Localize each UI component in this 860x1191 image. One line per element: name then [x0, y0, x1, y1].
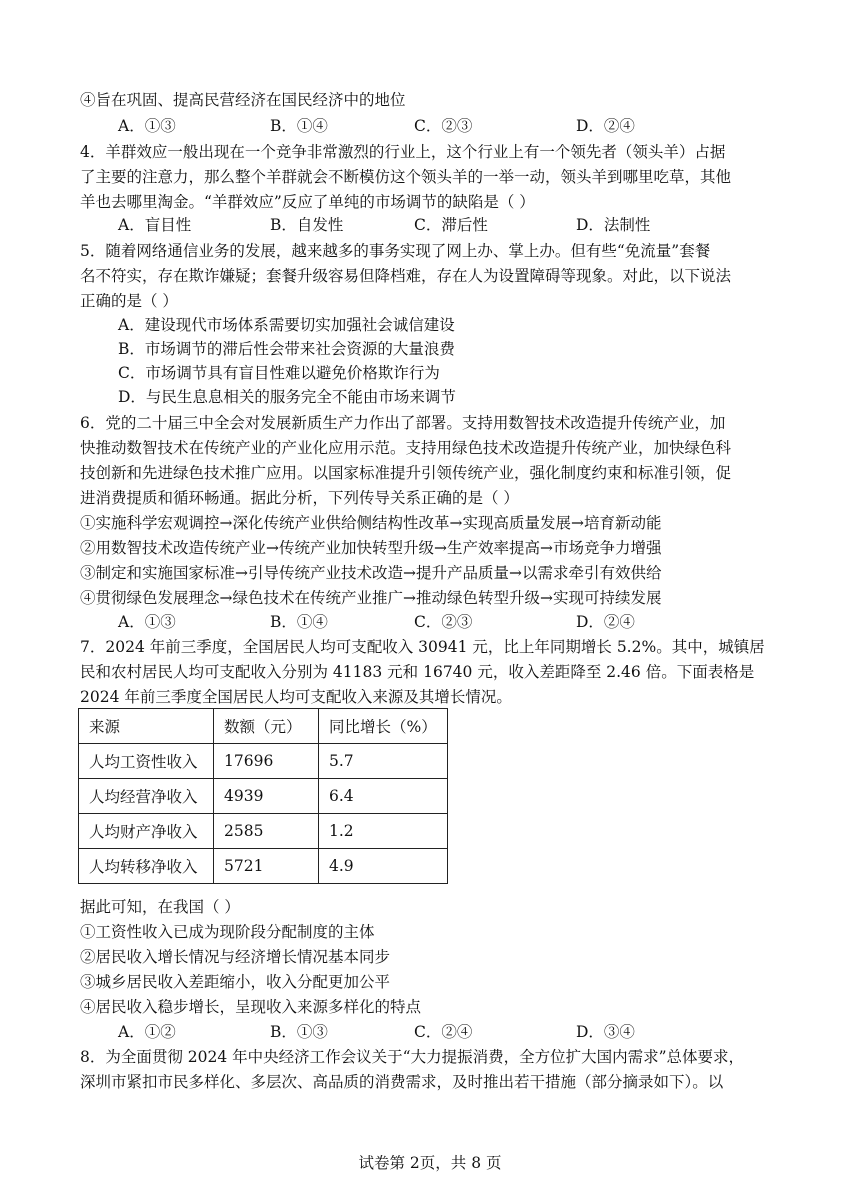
- option-b[interactable]: B．自发性: [270, 216, 344, 234]
- question-5-line-1: 5．随着网络通信业务的发展，越来越多的事务实现了网上办、掌上办。但有些“免流量”套餐: [80, 242, 711, 260]
- question-8-line-1: 8．为全面贯彻 2024 年中央经济工作会议关于“大力提振消费，全方位扩大国内需求”总体要求，: [80, 1048, 745, 1066]
- table-cell: 5.7: [319, 744, 448, 779]
- table-cell: 人均工资性收入: [79, 744, 214, 779]
- column-header: 来源: [79, 709, 214, 744]
- option-b[interactable]: B．①④: [270, 613, 328, 631]
- table-cell: 人均经营净收入: [79, 779, 214, 814]
- question-4-line-1: 4．羊群效应一般出现在一个竞争非常激烈的行业上，这个行业上有一个领先者（领头羊）占据: [80, 143, 726, 161]
- question-7-line-2: 民和农村居民人均可支配收入分别为 41183 元和 16740 元，收入差距降至 2.46 倍。下面表格是: [80, 663, 755, 681]
- question-8-line-2: 深圳市紧扣市民多样化、多层次、高品质的消费需求，及时推出若干措施（部分摘录如下）。以: [80, 1073, 724, 1091]
- option-c[interactable]: C．滞后性: [414, 216, 488, 234]
- column-header: 数额（元）: [214, 709, 319, 744]
- option-d[interactable]: D．与民生息息相关的服务完全不能由市场来调节: [118, 388, 456, 406]
- table-cell: 1.2: [319, 814, 448, 849]
- option-b[interactable]: B．①③: [270, 1023, 328, 1041]
- option-d[interactable]: D．③④: [576, 1023, 635, 1041]
- option-c[interactable]: C．②③: [414, 613, 473, 631]
- statement-2: ②用数智技术改造传统产业→传统产业加快转型升级→生产效率提高→市场竞争力增强: [80, 539, 662, 557]
- statement-3: ③城乡居民收入差距缩小，收入分配更加公平: [80, 973, 391, 991]
- question-6-line-1: 6．党的二十届三中全会对发展新质生产力作出了部署。支持用数智技术改造提升传统产业，加: [80, 414, 726, 432]
- table-cell: 6.4: [319, 779, 448, 814]
- table-row: [79, 744, 448, 779]
- question-7-line-1: 7．2024 年前三季度，全国居民人均可支配收入 30941 元，比上年同期增长 5.2%。其中，城镇居: [80, 638, 765, 656]
- table-row: [79, 779, 448, 814]
- option-a[interactable]: A．①③: [118, 613, 176, 631]
- option-b[interactable]: B．①④: [270, 117, 328, 135]
- table-row: [79, 849, 448, 884]
- statement-2: ②居民收入增长情况与经济增长情况基本同步: [80, 948, 391, 966]
- question-5-line-3: 正确的是（ ）: [80, 292, 178, 310]
- statement-1: ①工资性收入已成为现阶段分配制度的主体: [80, 923, 375, 941]
- question-4-line-2: 了主要的注意力，那么整个羊群就会不断模仿这个领头羊的一举一动，领头羊到哪里吃草，其他: [80, 168, 732, 186]
- table-cell: 17696: [214, 744, 319, 779]
- table-cell: 5721: [214, 849, 319, 884]
- option-a[interactable]: A．①②: [118, 1023, 176, 1041]
- option-a[interactable]: A．盲目性: [118, 216, 192, 234]
- option-b[interactable]: B．市场调节的滞后性会带来社会资源的大量浪费: [118, 340, 455, 358]
- table-cell: 4.9: [319, 849, 448, 884]
- question-7-line-3: 2024 年前三季度全国居民人均可支配收入来源及其增长情况。: [80, 688, 512, 706]
- statement-4: ④居民收入稳步增长，呈现收入来源多样化的特点: [80, 998, 422, 1016]
- question-6-line-2: 快推动数智技术在传统产业的产业化应用示范。支持用绿色技术改造提升传统产业，加快绿色科: [80, 439, 732, 457]
- page-footer: 试卷第 2页，共 8 页: [358, 1154, 502, 1172]
- question-6-line-3: 技创新和先进绿色技术推广应用。以国家标准提升引领传统产业，强化制度约束和标准引领，促: [80, 464, 732, 482]
- income-table: [78, 708, 448, 884]
- question-6-line-4: 进消费提质和循环畅通。据此分析，下列传导关系正确的是（ ）: [80, 489, 519, 507]
- option-a[interactable]: A．建设现代市场体系需要切实加强社会诚信建设: [118, 316, 455, 334]
- question-7-prompt: 据此可知，在我国（ ）: [80, 898, 240, 916]
- table-header-row: [79, 709, 448, 744]
- table-cell: 人均财产净收入: [79, 814, 214, 849]
- question-5-line-2: 名不符实，存在欺诈嫌疑；套餐升级容易但降档难，存在人为设置障碍等现象。对此，以下说法: [80, 267, 732, 285]
- table-cell: 2585: [214, 814, 319, 849]
- option-d[interactable]: D．②④: [576, 117, 635, 135]
- option-c[interactable]: C．②③: [414, 117, 473, 135]
- column-header: 同比增长（%）: [319, 709, 448, 744]
- option-d[interactable]: D．②④: [576, 613, 635, 631]
- table-row: [79, 814, 448, 849]
- statement-1: ①实施科学宏观调控→深化传统产业供给侧结构性改革→实现高质量发展→培育新动能: [80, 514, 662, 532]
- table-cell: 人均转移净收入: [79, 849, 214, 884]
- statement-4: ④旨在巩固、提高民营经济在国民经济中的地位: [80, 91, 406, 109]
- table-cell: 4939: [214, 779, 319, 814]
- statement-4: ④贯彻绿色发展理念→绿色技术在传统产业推广→推动绿色转型升级→实现可持续发展: [80, 589, 662, 607]
- option-d[interactable]: D．法制性: [576, 216, 651, 234]
- option-c[interactable]: C．②④: [414, 1023, 473, 1041]
- option-a[interactable]: A．①③: [118, 117, 176, 135]
- statement-3: ③制定和实施国家标准→引导传统产业技术改造→提升产品质量→以需求牵引有效供给: [80, 564, 662, 582]
- question-4-line-3: 羊也去哪里淘金。“羊群效应”反应了单纯的市场调节的缺陷是（ ）: [80, 193, 535, 211]
- option-c[interactable]: C．市场调节具有盲目性难以避免价格欺诈行为: [118, 364, 440, 382]
